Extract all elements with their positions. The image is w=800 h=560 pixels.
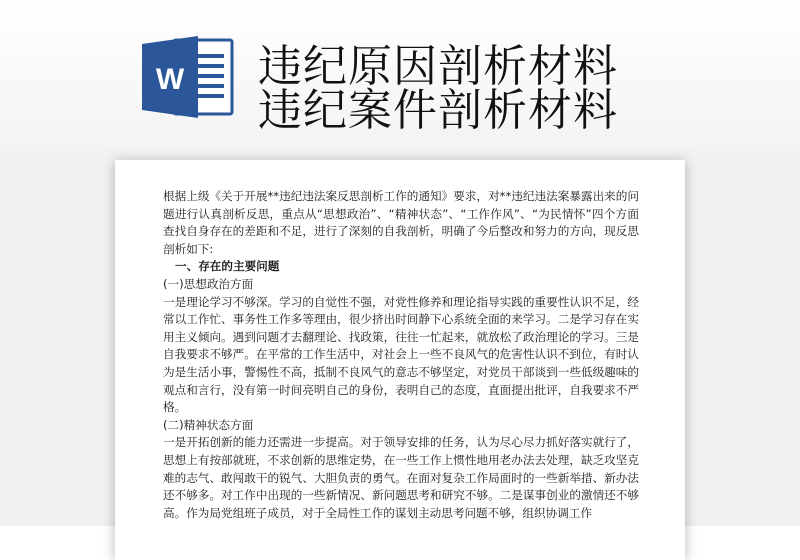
page-title-line-2: 违纪案件剖析材料: [258, 85, 618, 136]
word-document-icon: [140, 34, 236, 120]
subsection-heading: (一)思想政治方面: [163, 276, 254, 291]
word-letter: W: [155, 63, 185, 96]
page-title-line-1: 违纪原因剖析材料: [258, 41, 618, 92]
section-heading: 一、存在的主要问题: [175, 259, 280, 274]
body-paragraph: 一是开拓创新的能力还需进一步提高。对于领导安排的任务，认为尽心尽力抓好落实就行了，思想上有按部就班，不求创新的思维定势，在一些工作上惯性地用老办法去处理，缺乏攻坚克难的志气、敢闯敢干的锐气、大胆负责的勇气。在面对复杂工作局面时的一些新举措、新办法还不够多。对工作中出现的一些新情况、新问题思考和研究不够。二是谋事创业的激情还不够高。作为局党组班子成员，对于全局性工作的谋划主动思考问题不够，组织协调工作: [163, 435, 639, 520]
subsection-heading: (二)精神状态方面: [163, 417, 254, 432]
intro-paragraph: 根据上级《关于开展**违纪违法案反思剖析工作的通知》要求，对**违纪违法案暴露出来的问题进行认真剖析反思，重点从“思想政治”、“精神状态”、“工作作风”、“为民情怀”四个方面查找自身存在的差距和不足，进行了深刻的自我剖析，明确了今后整改和努力的方向，现反思剖析如下:: [163, 189, 639, 256]
body-paragraph: 一是理论学习不够深。学习的自觉性不强，对党性修养和理论指导实践的重要性认识不足，经常以工作忙、事务性工作多等理由，很少挤出时间静下心系统全面的来学习。二是学习存在实用主义倾向。遇到问题才去翻理论、找政策，往往一忙起来，就放松了政治理论的学习。三是自我要求不够严。在平常的工作生活中，对社会上一些不良风气的危害性认识不到位，有时认为是生活小事，警惕性不高，抵制不良风气的意志不够坚定，对党员干部谈到一些低级趣味的观点和言行，没有第一时间亮明自己的身份，表明自己的态度，直面提出批评，自我要求不严格。: [163, 294, 639, 415]
document-body: [163, 188, 639, 522]
